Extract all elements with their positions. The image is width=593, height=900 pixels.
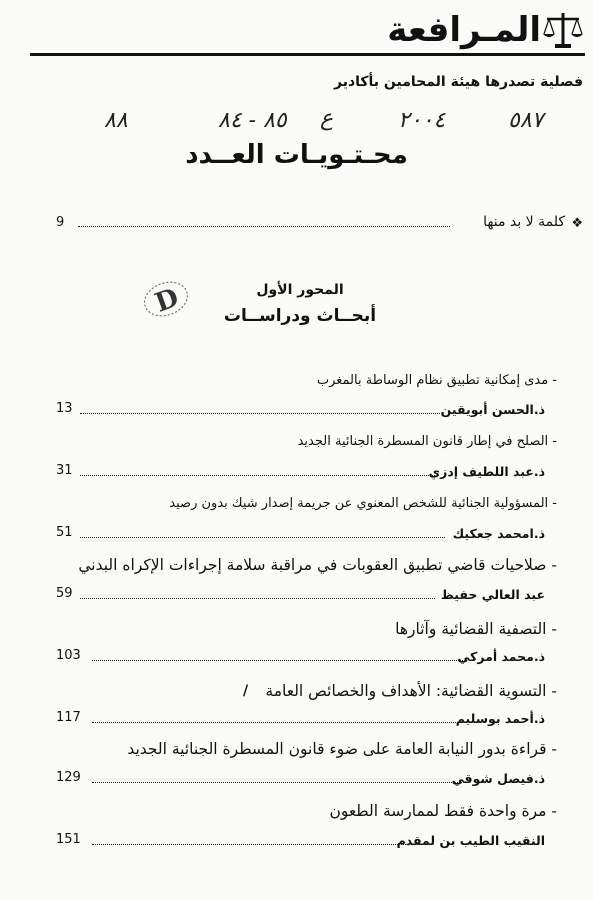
page-number: 9 [56,215,65,230]
check-mark: / [243,683,249,699]
handwritten-note: ٨٥ - ٨٤ [218,108,287,133]
page-number: 59 [56,586,73,601]
issue-contents-title: محـتـويـات العــدد [185,140,408,170]
dot-leader [80,413,440,414]
entry-author: ذ.امحمد جعكيك [452,526,545,541]
dot-leader [78,226,450,227]
masthead-title: المـرافعة [387,10,541,50]
section-subheading: أبحــاث ودراســات [223,306,377,326]
handwritten-note: ٥٨٧ [508,108,544,133]
entry-title: - التصفية القضائية وآثارها [395,620,557,638]
entry-title: - المسؤولية الجنائية للشخص المعنوي عن جريمة إصدار شيك بدون رصيد [169,496,557,511]
stamp-letter: D [151,282,183,319]
dot-leader [80,598,435,599]
entry-author: ذ.محمد أمركي [457,649,545,664]
entry-author: ذ.الحسن أبويقين [440,402,545,417]
dot-leader [80,475,435,476]
page-number: 31 [56,463,73,478]
section-heading: المحور الأول [256,282,344,298]
dot-leader [92,782,460,783]
entry-title: - مدى إمكانية تطبيق نظام الوساطة بالمغرب [316,373,557,388]
scales-of-justice-icon [541,10,585,50]
entry-author: ذ.فيصل شوقي [451,771,545,786]
entry-author: عبد العالي حفيظ [440,587,545,602]
entry-title: - الصلح في إطار قانون المسطرة الجنائية الجديد [297,434,557,449]
header-rule [30,53,585,56]
entry-title: - صلاحيات قاضي تطبيق العقوبات في مراقبة سلامة إجراءات الإكراه البدني [78,556,557,574]
handwritten-note: ع [320,106,334,131]
dot-leader [92,722,460,723]
entry-author: ذ.عبد اللطيف إدزي [428,464,545,479]
page-number: 13 [56,401,73,416]
intro-entry-title: كلمة لا بد منها [483,214,565,230]
entry-title: - التسوية القضائية: الأهداف والخصائص العامة [265,682,557,700]
entry-author: ذ.أحمد بوسليم [455,711,545,726]
dot-leader [80,537,445,538]
page-number: 51 [56,525,73,540]
entry-title: - قراءة بدور النيابة العامة على ضوء قانون المسطرة الجنائية الجديد [127,740,557,758]
entry-author: النقيب الطيب بن لمقدم [396,833,545,848]
publication-subtitle: فصلية تصدرها هيئة المحامين بأكادير [334,74,583,90]
page-number: 129 [56,770,81,785]
page-number: 117 [56,710,81,725]
handwritten-note: ٨٨ [104,108,128,133]
handwritten-note: ٢٠٠٤ [398,108,446,133]
bullet-icon: ❖ [571,216,583,231]
dot-leader [92,844,422,845]
entry-title: - مرة واحدة فقط لممارسة الطعون [329,802,557,820]
page-number: 151 [56,832,81,847]
page-number: 103 [56,648,81,663]
dot-leader [92,660,467,661]
